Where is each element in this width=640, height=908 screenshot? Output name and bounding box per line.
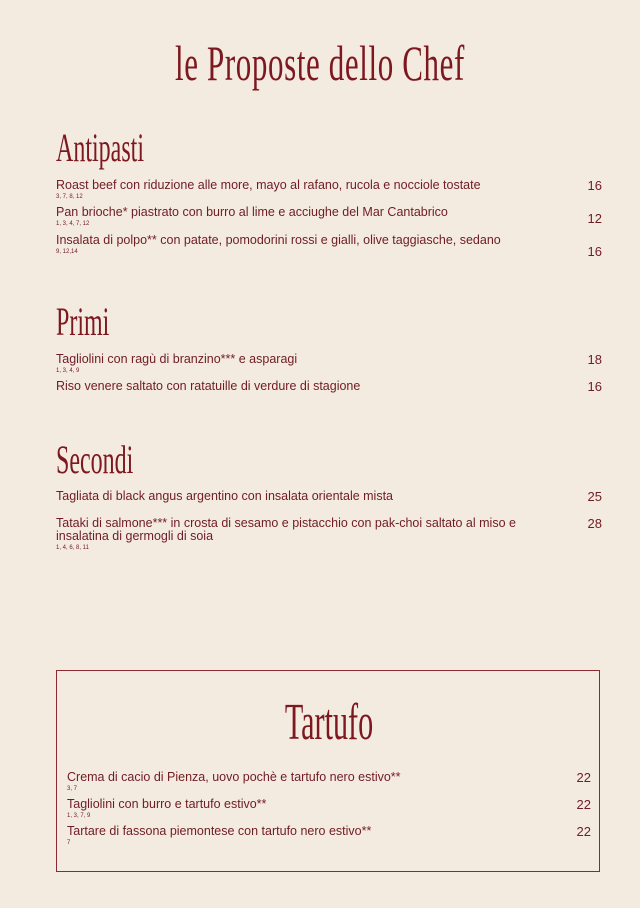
menu-item [56,179,602,201]
item-price: 25 [587,489,602,504]
page-title: le Proposte dello Chef [174,35,466,91]
item-price: 12 [587,211,602,226]
menu-item [67,771,591,793]
menu-item [56,380,602,393]
section-heading-primi: Primi [56,299,110,344]
item-name: Insalata di polpo** con patate, pomodorini rossi e gialli, olive taggiasche, sedano [56,233,501,247]
item-price: 28 [587,516,602,531]
item-allergens: 1, 3, 7, 9 [67,813,91,819]
item-price: 22 [576,824,591,839]
menu-item [56,517,602,552]
item-price: 22 [576,797,591,812]
menu-item [67,798,591,820]
section-heading-tartufo: Tartufo [284,694,374,751]
item-name: Crema di cacio di Pienza, uovo pochè e tartufo nero estivo** [67,770,401,784]
item-name: Tagliolini con ragù di branzino*** e asparagi [56,352,298,366]
item-allergens: 9, 12,14 [56,249,78,255]
section-heading-antipasti: Antipasti [56,125,145,170]
menu-item [56,490,602,503]
item-name: Pan brioche* piastrato con burro al lime e acciughe del Mar Cantabrico [56,205,448,219]
item-allergens: 7 [67,840,71,846]
item-allergens: 1, 3, 4, 9 [56,368,80,374]
item-allergens: 1, 3, 4, 7, 12 [56,221,90,227]
item-price: 18 [587,352,602,367]
item-allergens: 3, 7, 8, 12 [56,194,83,200]
section-heading-secondi: Secondi [56,437,134,482]
item-allergens: 3, 7 [67,786,78,792]
menu-item [67,825,591,847]
item-name: Tagliata di black angus argentino con insalata orientale mista [56,489,394,503]
item-name: Tartare di fassona piemontese con tartufo nero estivo** [67,824,372,838]
tartufo-box [56,670,600,872]
menu-item [56,206,602,228]
menu-item [56,353,602,375]
item-name: Roast beef con riduzione alle more, mayo al rafano, rucola e nocciole tostate [56,178,481,192]
item-price: 16 [587,178,602,193]
menu-item [56,233,602,259]
item-name: Riso venere saltato con ratatuille di verdure di stagione [56,379,361,393]
item-price: 22 [576,770,591,785]
item-allergens: 1, 4, 6, 8, 11 [56,545,89,551]
item-name: Tataki di salmone*** in crosta di sesamo e pistacchio con pak-choi saltato al miso e insalatina di germogli di soia [56,516,516,543]
item-price: 16 [587,379,602,394]
item-price: 16 [587,244,602,259]
item-name: Tagliolini con burro e tartufo estivo** [67,797,267,811]
